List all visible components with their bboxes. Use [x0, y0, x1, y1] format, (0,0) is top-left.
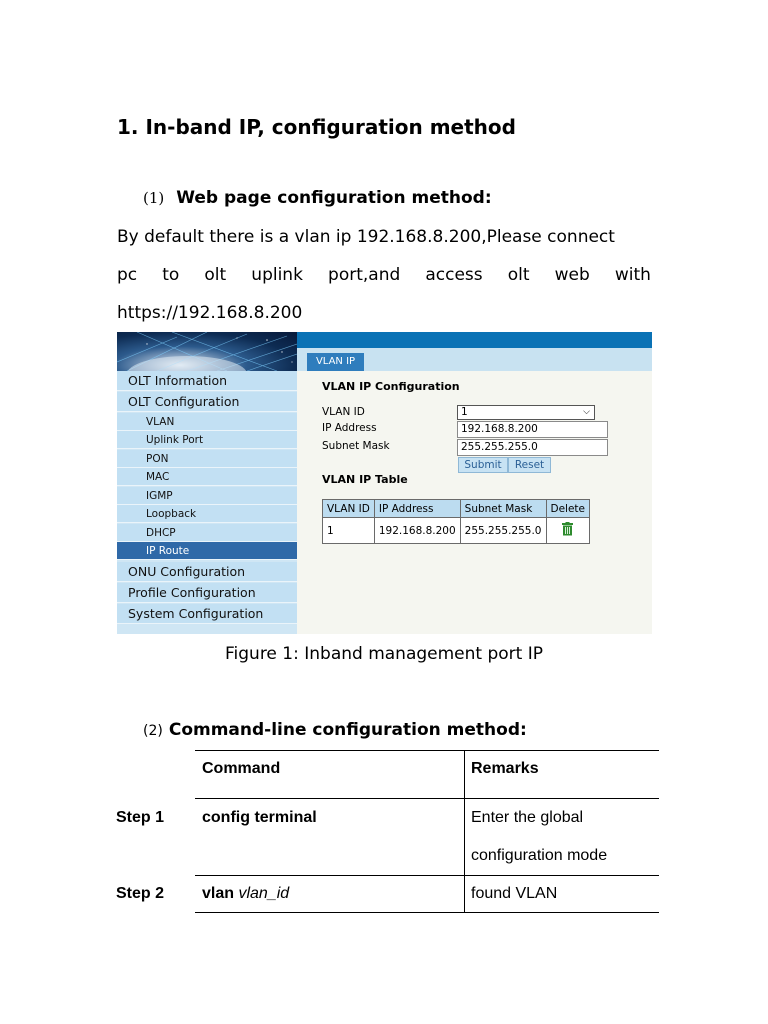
word: port,and [328, 265, 401, 285]
subsection-number: (1) [143, 189, 165, 207]
command-text: config terminal [202, 809, 317, 826]
reset-button[interactable]: Reset [508, 457, 551, 473]
vlan-id-label: VLAN ID [322, 406, 365, 418]
cell-ip-address: 192.168.8.200 [374, 518, 460, 544]
table-rule [195, 798, 659, 799]
col-ip-address: IP Address [374, 500, 460, 518]
table-rule [195, 875, 659, 876]
word: pc [117, 265, 138, 285]
remarks-text: found VLAN [471, 885, 558, 902]
word: with [614, 265, 651, 285]
menu-system-configuration[interactable]: System Configuration [117, 604, 297, 624]
ip-address-label: IP Address [322, 422, 377, 434]
table-rule [195, 912, 659, 913]
vlan-id-value: 1 [461, 406, 468, 418]
subsection-title: Command-line configuration method: [168, 720, 527, 740]
menu-sub-mac[interactable]: MAC [117, 468, 297, 486]
command-argument: vlan_id [238, 885, 290, 902]
cell-vlan-id: 1 [323, 518, 375, 544]
header-command: Command [202, 760, 281, 777]
menu-onu-configuration[interactable]: ONU Configuration [117, 562, 297, 582]
ip-address-input[interactable]: 192.168.8.200 [457, 421, 608, 438]
step-label: Step 1 [116, 809, 165, 826]
form-title: VLAN IP Configuration [322, 380, 460, 393]
cell-subnet-mask: 255.255.255.0 [460, 518, 546, 544]
paragraph-line-1: By default there is a vlan ip 192.168.8.200,Please connect [117, 227, 615, 247]
word: uplink [251, 265, 303, 285]
header-remarks: Remarks [471, 760, 539, 777]
menu-sub-vlan[interactable]: VLAN [117, 413, 297, 431]
paragraph-url: https://192.168.8.200 [117, 303, 303, 323]
menu-sub-pon[interactable]: PON [117, 450, 297, 468]
tab-vlan-ip[interactable]: VLAN IP [307, 353, 364, 371]
command-keyword: vlan [202, 885, 235, 902]
remarks-text: Enter the global [471, 809, 584, 826]
word: to [162, 265, 180, 285]
menu-sub-uplink-port[interactable]: Uplink Port [117, 431, 297, 449]
col-vlan-id: VLAN ID [323, 500, 375, 518]
word: access [425, 265, 483, 285]
subnet-mask-input[interactable]: 255.255.255.0 [457, 439, 608, 456]
word: web [554, 265, 590, 285]
menu-sub-ip-route[interactable]: IP Route [117, 542, 297, 560]
word: olt [204, 265, 227, 285]
word: olt [507, 265, 530, 285]
submit-button[interactable]: Submit [458, 457, 508, 473]
subnet-mask-label: Subnet Mask [322, 440, 390, 452]
figure-caption: Figure 1: Inband management port IP [224, 644, 544, 664]
col-subnet-mask: Subnet Mask [460, 500, 546, 518]
subsection-title: Web page configuration method: [176, 188, 492, 208]
chevron-down-icon: ⌵ [583, 407, 590, 417]
menu-olt-configuration[interactable]: OLT Configuration [117, 392, 297, 412]
column-divider [464, 750, 465, 913]
col-delete: Delete [546, 500, 590, 518]
step-label: Step 2 [116, 885, 165, 902]
menu-sub-igmp[interactable]: IGMP [117, 487, 297, 505]
menu-sub-loopback[interactable]: Loopback [117, 505, 297, 523]
subsection-number: (2) [143, 723, 163, 739]
section-title: 1. In-band IP, configuration method [117, 115, 516, 139]
remarks-text: configuration mode [471, 847, 608, 864]
table-rule [195, 750, 659, 751]
menu-olt-information[interactable]: OLT Information [117, 371, 297, 391]
menu-sub-dhcp[interactable]: DHCP [117, 524, 297, 542]
table-title: VLAN IP Table [322, 473, 408, 486]
menu-profile-configuration[interactable]: Profile Configuration [117, 583, 297, 603]
command-text [202, 885, 289, 903]
